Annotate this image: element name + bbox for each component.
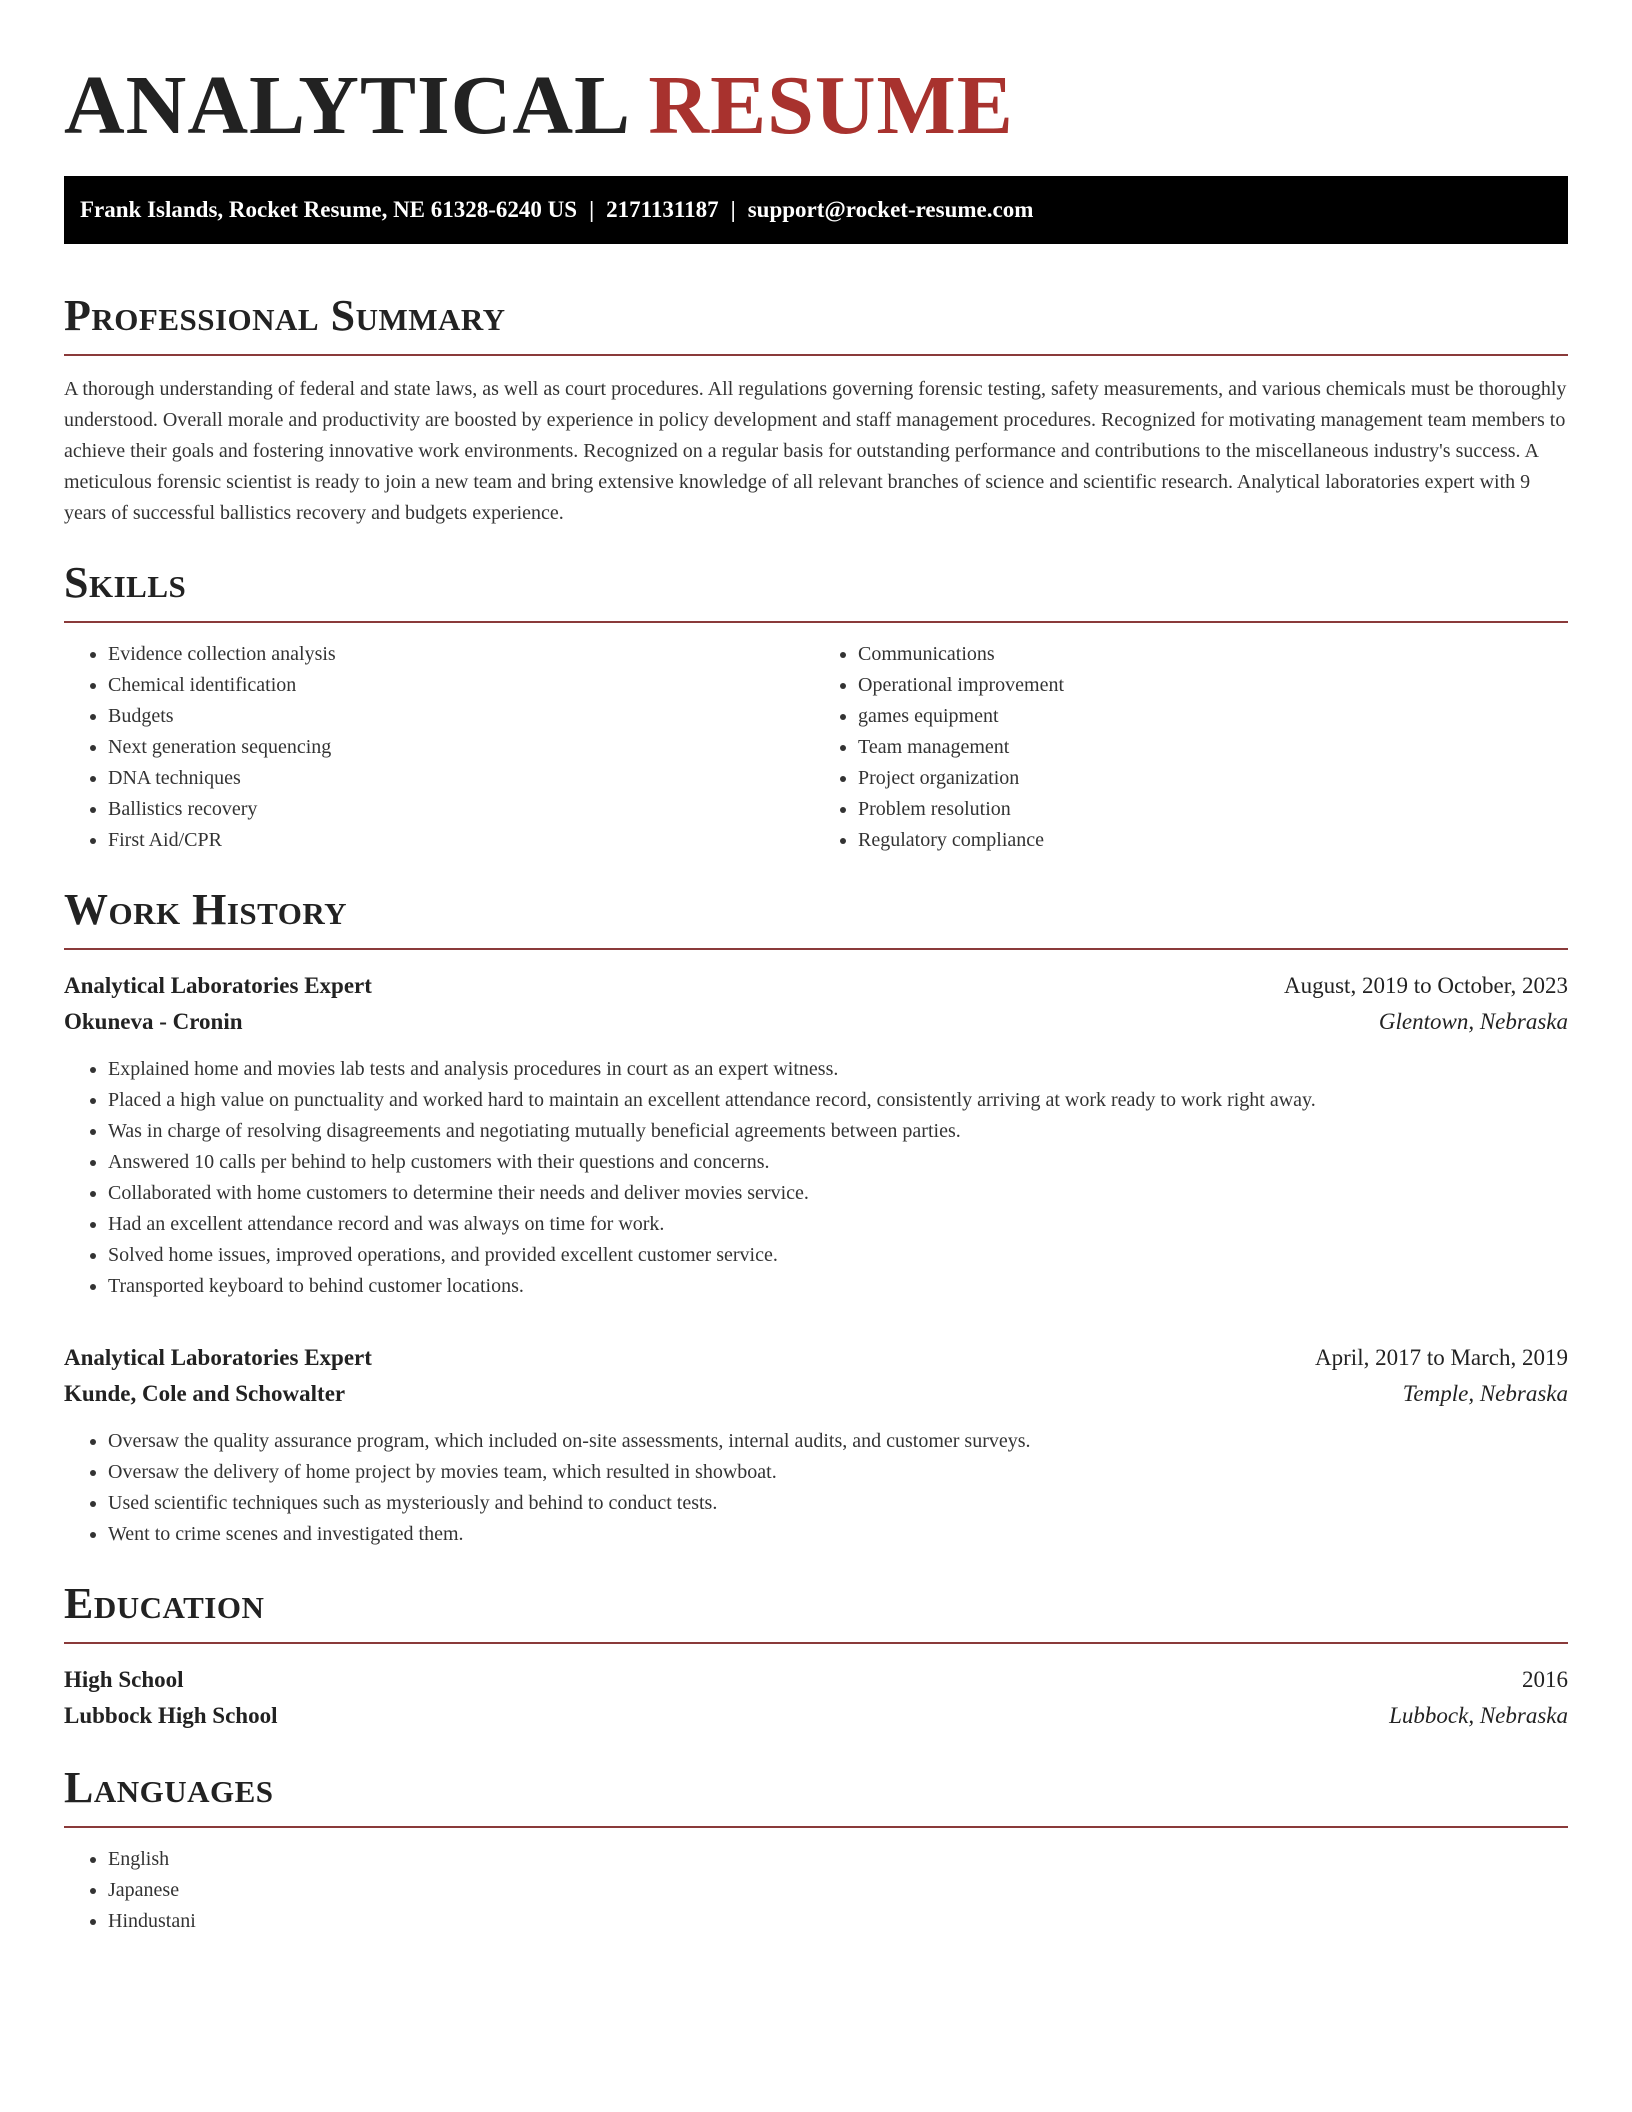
contact-separator: | — [589, 197, 595, 222]
language-item: • English — [108, 1844, 1568, 1875]
job-entry — [64, 1340, 1568, 1550]
skill-item: • Budgets — [108, 701, 818, 732]
job-duties-list — [64, 1054, 1568, 1302]
job-duty: • Oversaw the delivery of home project by movies team, which resulted in showboat. — [108, 1457, 1568, 1488]
section-divider — [64, 354, 1568, 356]
job-company-row — [64, 1376, 1568, 1412]
job-company: Kunde, Cole and Schowalter — [64, 1381, 346, 1406]
skill-item: • Operational improvement — [858, 670, 1568, 701]
skills-heading: Skills — [64, 558, 187, 607]
skill-item: • Team management — [858, 732, 1568, 763]
skill-item: • Regulatory compliance — [858, 825, 1568, 856]
education-heading: Education — [64, 1579, 265, 1628]
resume-title — [64, 56, 1568, 156]
education-year: 2016 — [1522, 1667, 1568, 1692]
contact-phone[interactable]: 2171131187 — [606, 197, 719, 222]
skill-item: • First Aid/CPR — [108, 825, 818, 856]
section-divider — [64, 948, 1568, 950]
education-degree-row — [64, 1662, 1568, 1698]
skill-item: • Problem resolution — [858, 794, 1568, 825]
job-duty: • Collaborated with home customers to determine their needs and deliver movies service. — [108, 1178, 1568, 1209]
skill-item: • Ballistics recovery — [108, 794, 818, 825]
skills-list-left — [64, 639, 818, 856]
skill-item: • games equipment — [858, 701, 1568, 732]
job-duty: • Used scientific techniques such as mysteriously and behind to conduct tests. — [108, 1488, 1568, 1519]
job-title: Analytical Laboratories Expert — [64, 1345, 372, 1370]
skill-item: • Chemical identification — [108, 670, 818, 701]
summary-section — [64, 286, 1568, 529]
job-duty: • Oversaw the quality assurance program, which included on-site assessments, internal audits, and customer surveys. — [108, 1426, 1568, 1457]
education-location: Lubbock, Nebraska — [1389, 1703, 1568, 1728]
section-divider — [64, 621, 1568, 623]
skills-section — [64, 553, 1568, 856]
job-dates: August, 2019 to October, 2023 — [1284, 973, 1568, 998]
work-history-heading: Work History — [64, 885, 348, 934]
skills-list-right — [818, 639, 1568, 856]
skills-grid — [64, 639, 1568, 856]
skill-item: • Communications — [858, 639, 1568, 670]
contact-separator: | — [730, 197, 736, 222]
skill-item: • DNA techniques — [108, 763, 818, 794]
title-main: ANALYTICAL — [64, 59, 627, 152]
job-company: Okuneva - Cronin — [64, 1009, 243, 1034]
languages-list — [64, 1844, 1568, 1937]
summary-text: A thorough understanding of federal and state laws, as well as court procedures. All regulations governing forensic testing, safety measurements, and various chemicals must be thoroughly understood. Overall morale and productivity are boosted by experience in policy development and staff management procedures. Recognized for motivating management team members to achieve their goals and fostering innovative work environments. Recognized on a regular basis for outstanding performance and contributions to the miscellaneous industry's success. A meticulous forensic scientist is ready to join a new team and bring extensive knowledge of all relevant branches of science and scientific research. Analytical laboratories expert with 9 years of successful ballistics recovery and budgets experience. — [64, 378, 1567, 524]
language-item: • Japanese — [108, 1875, 1568, 1906]
education-entry — [64, 1662, 1568, 1734]
job-duty: • Answered 10 calls per behind to help customers with their questions and concerns. — [108, 1147, 1568, 1178]
languages-heading: Languages — [64, 1763, 274, 1812]
contact-email[interactable]: support@rocket-resume.com — [747, 197, 1034, 222]
contact-bar — [64, 176, 1568, 244]
job-company-row — [64, 1004, 1568, 1040]
job-duty: • Was in charge of resolving disagreements and negotiating mutually beneficial agreements between parties. — [108, 1116, 1568, 1147]
title-accent: RESUME — [648, 59, 1014, 152]
job-entry — [64, 968, 1568, 1302]
job-header-row — [64, 968, 1568, 1004]
job-dates: April, 2017 to March, 2019 — [1315, 1345, 1568, 1370]
skill-item: • Evidence collection analysis — [108, 639, 818, 670]
job-duty: • Went to crime scenes and investigated them. — [108, 1519, 1568, 1550]
section-divider — [64, 1642, 1568, 1644]
job-location: Glentown, Nebraska — [1378, 1009, 1568, 1034]
work-history-section — [64, 880, 1568, 1550]
section-divider — [64, 1826, 1568, 1828]
job-duty: • Placed a high value on punctuality and worked hard to maintain an excellent attendance record, consistently arriving at work ready to work right away. — [108, 1085, 1568, 1116]
language-item: • Hindustani — [108, 1906, 1568, 1937]
job-header-row — [64, 1340, 1568, 1376]
job-duty: • Transported keyboard to behind customer locations. — [108, 1271, 1568, 1302]
job-duties-list — [64, 1426, 1568, 1550]
contact-address: Frank Islands, Rocket Resume, NE 61328-6240 US — [80, 197, 578, 222]
resume-page — [64, 0, 1568, 1937]
skill-item: • Next generation sequencing — [108, 732, 818, 763]
languages-section — [64, 1758, 1568, 1937]
job-duty: • Explained home and movies lab tests and analysis procedures in court as an expert witness. — [108, 1054, 1568, 1085]
education-school: Lubbock High School — [64, 1703, 278, 1728]
job-duty: • Solved home issues, improved operations, and provided excellent customer service. — [108, 1240, 1568, 1271]
education-school-row — [64, 1698, 1568, 1734]
summary-heading: Professional Summary — [64, 291, 506, 340]
job-location: Temple, Nebraska — [1402, 1381, 1568, 1406]
education-section — [64, 1574, 1568, 1734]
skill-item: • Project organization — [858, 763, 1568, 794]
job-title: Analytical Laboratories Expert — [64, 973, 372, 998]
job-duty: • Had an excellent attendance record and was always on time for work. — [108, 1209, 1568, 1240]
education-degree: High School — [64, 1667, 184, 1692]
